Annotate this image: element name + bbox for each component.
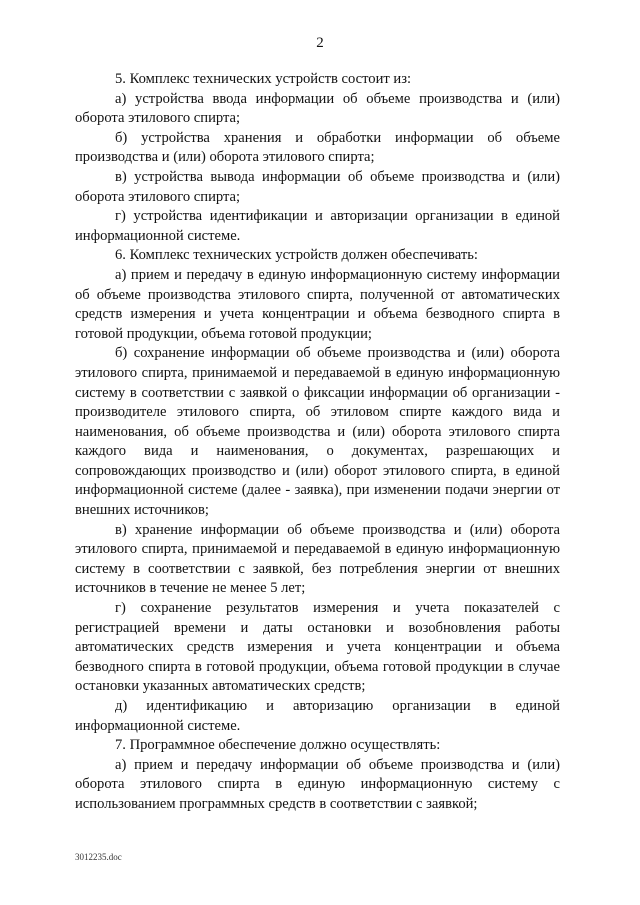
paragraph-6a: а) прием и передачу в единую информационную систему информации об объеме производства этилового спирта, полученной от автоматических средств измерения и учета концентрации и объема безводного спирта в готовой продукции, объема готовой продукции; xyxy=(75,266,560,342)
paragraph-5g: г) устройства идентификации и авторизации организации в единой информационной системе. xyxy=(75,208,560,244)
document-body xyxy=(75,70,560,815)
paragraph-6g: г) сохранение результатов измерения и учета показателей с регистрацией времени и даты остановки и возобновления работы автоматических средств измерения и учета концентрации и объема безводного спирта в готовой продукции, объема готовой продукции в случае остановки указанных автоматических средств; xyxy=(75,600,560,695)
paragraph-6-heading: 6. Комплекс технических устройств должен обеспечивать: xyxy=(115,247,478,264)
paragraph-6d: д) идентификацию и авторизацию организации в единой информационной системе. xyxy=(75,698,560,734)
paragraph-5v: в) устройства вывода информации об объеме производства и (или) оборота этилового спирта; xyxy=(75,168,560,205)
paragraph-5b: б) устройства хранения и обработки информации об объеме производства и (или) оборота этилового спирта; xyxy=(75,129,560,166)
paragraph-5-heading: 5. Комплекс технических устройств состоит из: xyxy=(115,71,412,87)
paragraph-5a: а) устройства ввода информации об объеме производства и (или) оборота этилового спирта; xyxy=(75,90,560,127)
document-filename: 3012235.doc xyxy=(75,852,122,862)
paragraph-6v: в) хранение информации об объеме производства и (или) оборота этилового спирта, принимаемой и передаваемой в единую информационную систему в соответствии с заявкой, без потребления энергии от внешних источников в течение не менее 5 лет; xyxy=(75,521,560,597)
page-number: 2 xyxy=(316,35,324,51)
paragraph-7-heading: 7. Программное обеспечение должно осуществлять: xyxy=(115,737,441,754)
paragraph-6b: б) сохранение информации об объеме производства и (или) оборота этилового спирта, принимаемой и передаваемой в единую информационную систему в соответствии с заявкой о фиксации информации об организации - производителе этилового спирта, об этиловом спирте каждого вида и наименования, об объеме производства и (или) оборота этилового спирта каждого вида и наименования, о документах, разрешающих и сопровождающих производство и (или) оборот этилового спирта, в единой информационной системе (далее - заявка), при изменении подачи энергии от внешних источников; xyxy=(75,345,560,519)
paragraph-7a: а) прием и передачу информации об объеме производства и (или) оборота этилового спирта в единую информационную систему с использованием программных средств в соответствии с заявкой; xyxy=(75,756,560,812)
